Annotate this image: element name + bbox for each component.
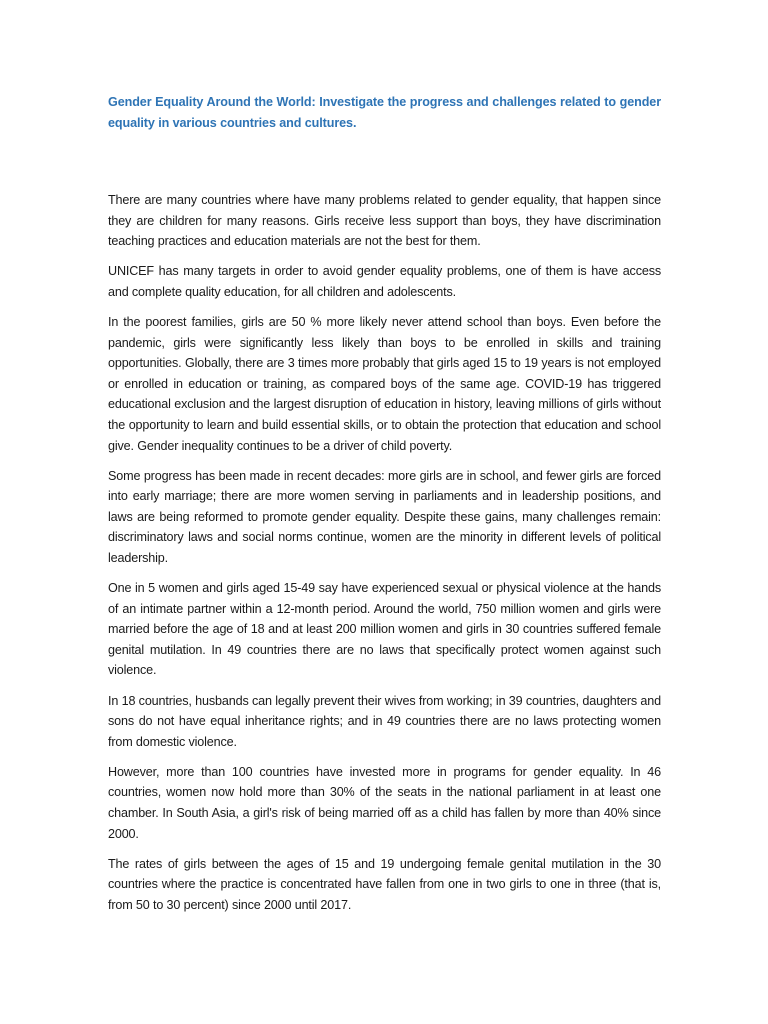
paragraph-5: One in 5 women and girls aged 15-49 say have experienced sexual or physical violence at the hands of an intimate partner within a 12-month period. Around the world, 750 million women and girls were married before the age of 18 and at least 200 million women and girls in 30 countries suffered female genital mutilation. In 49 countries there are no laws that specifically protect women against such violence.: [108, 581, 661, 678]
paragraph-8: The rates of girls between the ages of 15 and 19 undergoing female genital mutilation in the 30 countries where the practice is concentrated have fallen from one in two girls to one in three (that is, from 50 to 30 percent) since 2000 until 2017.: [108, 856, 661, 912]
paragraph-4: Some progress has been made in recent decades: more girls are in school, and fewer girls are forced into early marriage; there are more women serving in parliaments and in leadership positions, and laws are being reformed to promote gender equality. Despite these gains, many challenges remain: discriminatory laws and social norms continue, women are the minority in different levels of political leadership.: [108, 468, 661, 565]
paragraph-6: In 18 countries, husbands can legally prevent their wives from working; in 39 countries, daughters and sons do not have equal inheritance rights; and in 49 countries there are no laws protecting women from domestic violence.: [108, 693, 661, 749]
document-title: Gender Equality Around the World: Investigate the progress and challenges related to gender equality in various countries and cultures.: [108, 95, 661, 130]
paragraph-1: There are many countries where have many problems related to gender equality, that happen since they are children for many reasons. Girls receive less support than boys, they have discrimination teaching practices and education materials are not the best for them.: [108, 193, 661, 249]
document-page: [108, 92, 661, 925]
paragraph-3: In the poorest families, girls are 50 % more likely never attend school than boys. Even before the pandemic, girls were significantly less likely than boys to be enrolled in skills and training opportunities. Globally, there are 3 times more probably that girls aged 15 to 19 years is not employed or enrolled in education or training, as compared boys of the same age. COVID-19 has triggered educational exclusion and the largest disruption of education in history, leaving millions of girls without the opportunity to learn and build essential skills, or to obtain the protection that education and school give. Gender inequality continues to be a driver of child poverty.: [108, 314, 661, 453]
paragraph-2: UNICEF has many targets in order to avoid gender equality problems, one of them is have access and complete quality education, for all children and adolescents.: [108, 264, 661, 299]
paragraph-7: However, more than 100 countries have invested more in programs for gender equality. In 46 countries, women now hold more than 30% of the seats in the national parliament in at least one chamber. In South Asia, a girl's risk of being married off as a child has fallen by more than 40% since 2000.: [108, 764, 661, 841]
